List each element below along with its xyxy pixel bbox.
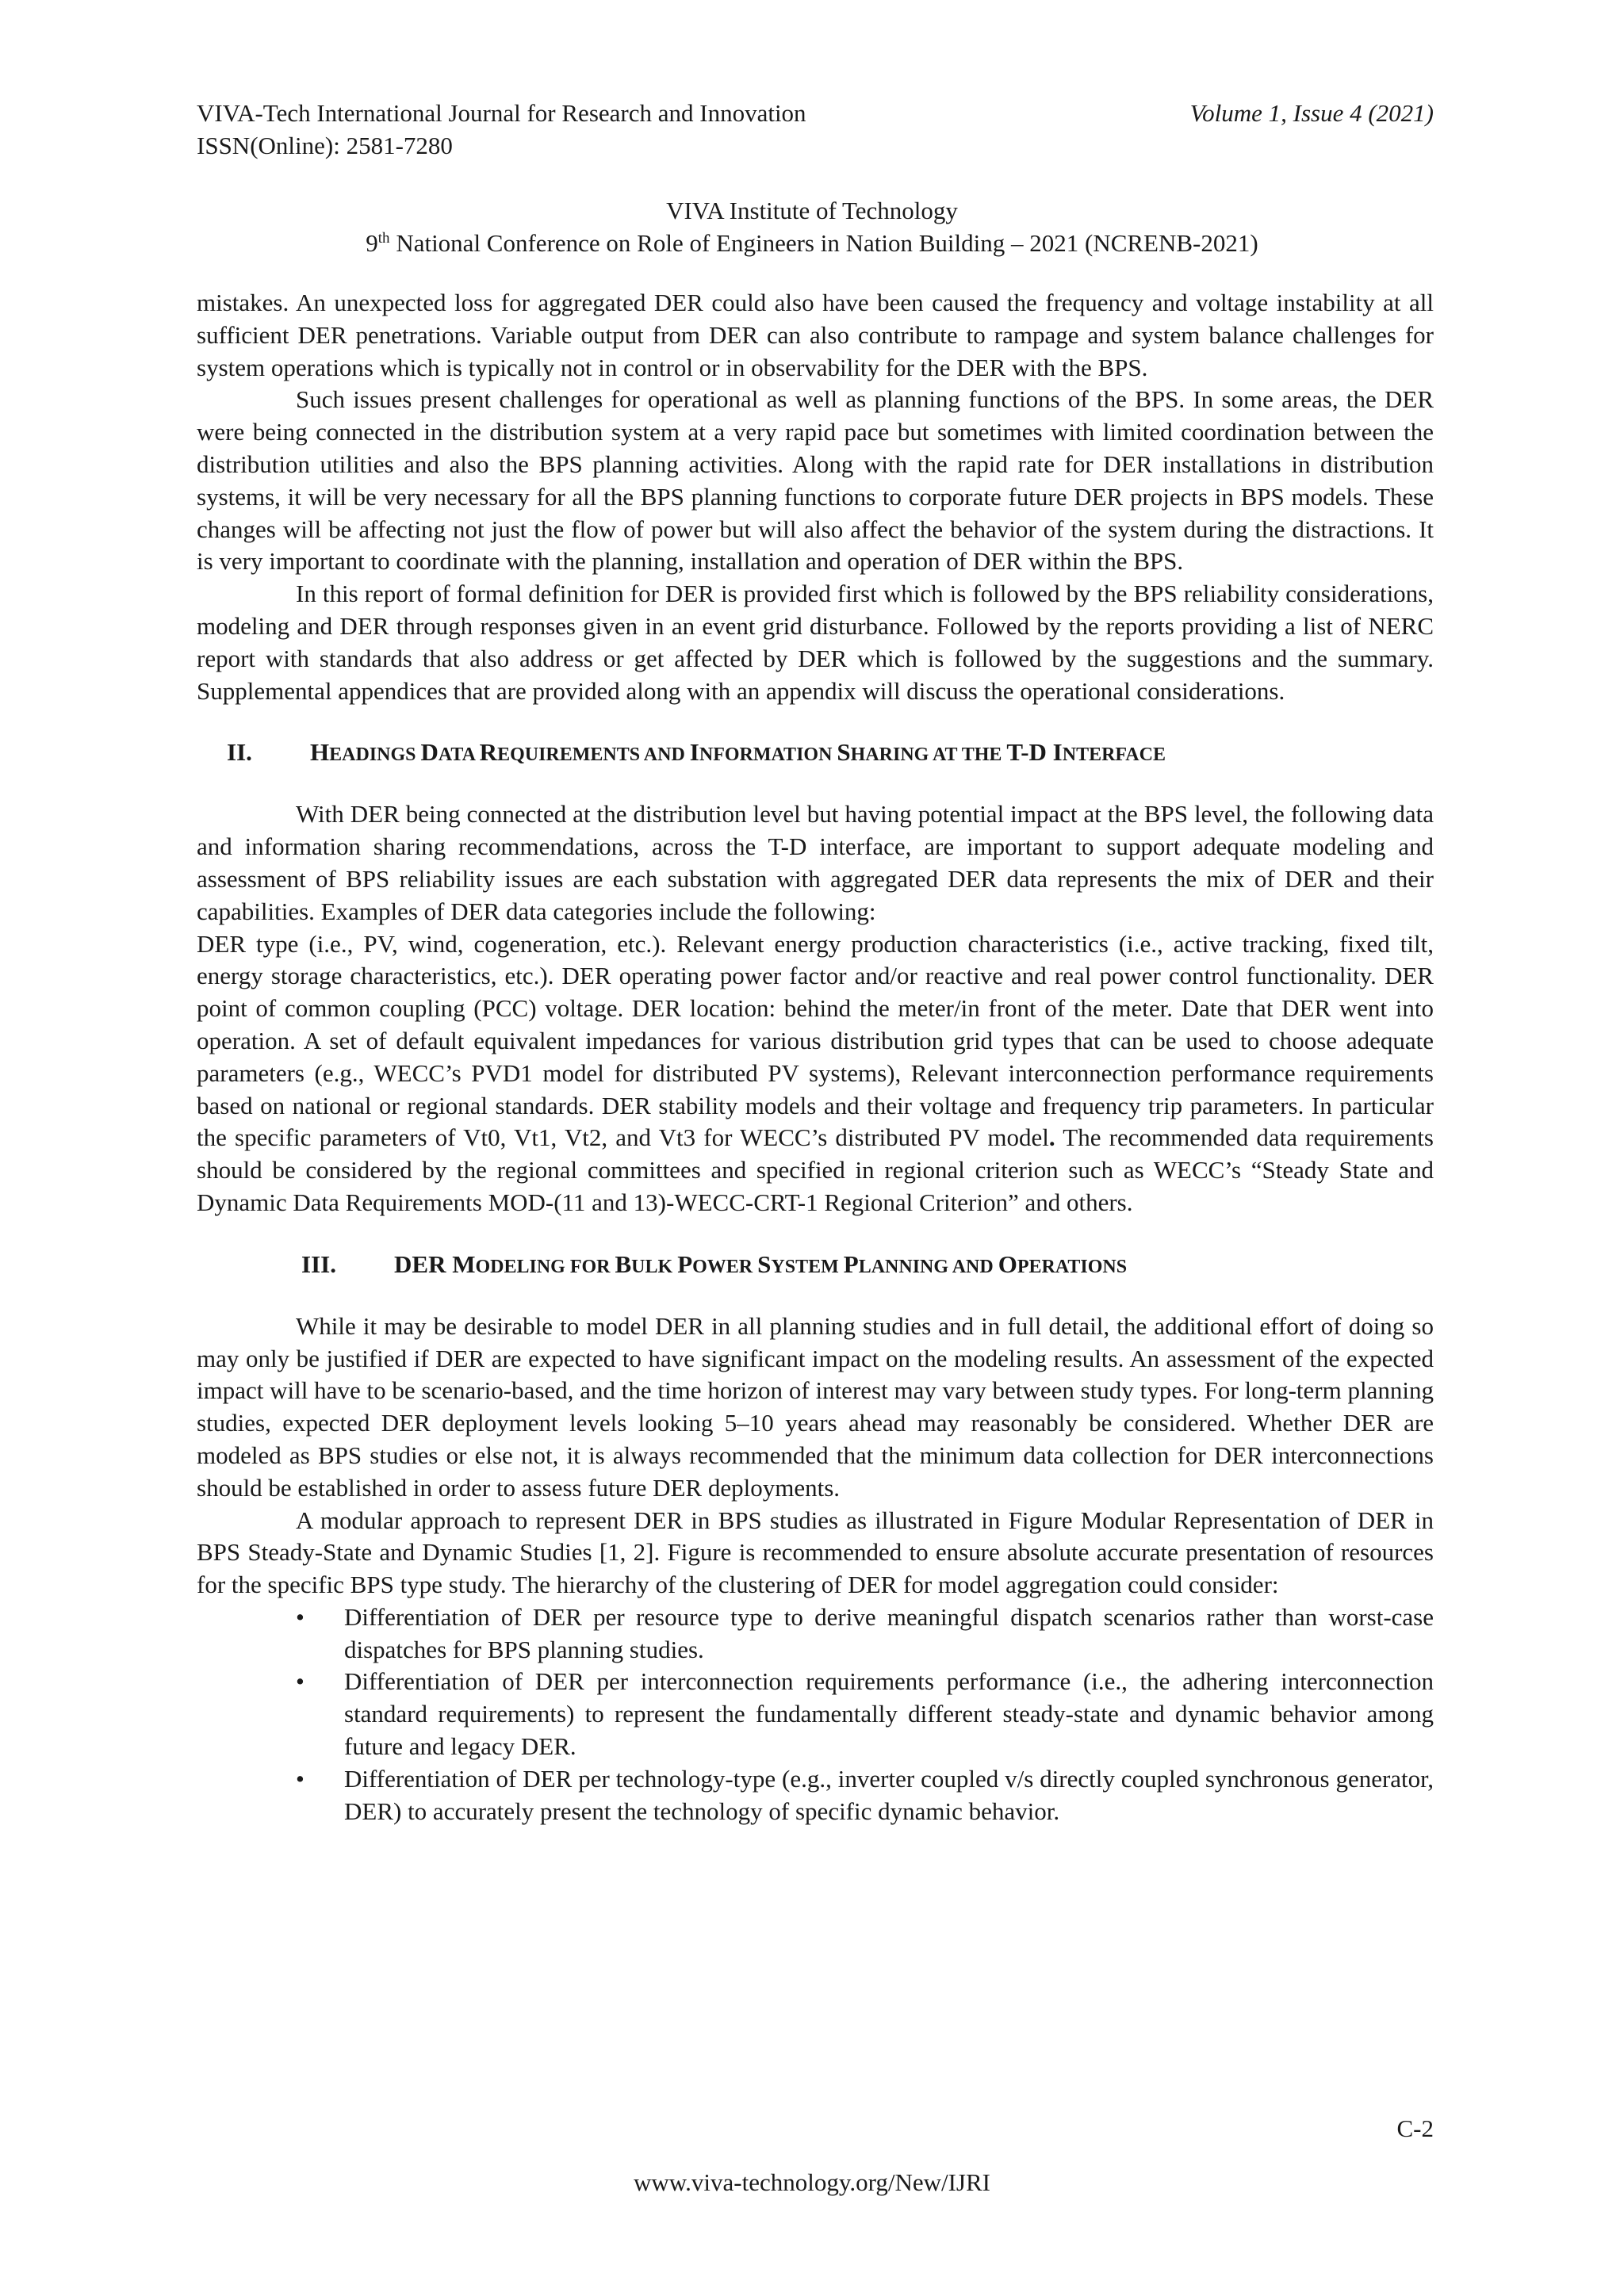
journal-name: VIVA-Tech International Journal for Research and Innovation (197, 99, 806, 127)
heading-cap: P (843, 1249, 859, 1278)
heading-small-caps: ULK (631, 1256, 678, 1277)
heading-cap: S (837, 738, 851, 767)
list-item (197, 1666, 1434, 1762)
section-2-paragraph-2-bold: . (1048, 1123, 1055, 1152)
page-number: C-2 (1396, 2114, 1434, 2142)
heading-small-caps: YSTEM (771, 1256, 844, 1277)
heading-small-caps: NTERFACE (1062, 744, 1166, 766)
conference-ordinal-suffix: th (377, 230, 390, 247)
heading-small-caps: EADINGS (329, 744, 421, 766)
section-3-heading (197, 1248, 1434, 1284)
heading-small-caps: PERATIONS (1017, 1256, 1128, 1277)
list-item-text: Differentiation of DER per technology-type (e.g., inverter coupled v/s directly coupled synchronous generator, DER) to accurately present the technology of specific dynamic behavior. (344, 1764, 1434, 1825)
section-3-title (394, 1248, 1127, 1284)
conference-name (0, 227, 1624, 259)
volume-issue: Volume 1, Issue 4 (2021) (1189, 99, 1434, 127)
heading-small-caps: LANNING AND (858, 1256, 998, 1277)
bullet-icon: • (296, 1764, 304, 1793)
conference-ordinal: 9 (366, 229, 378, 257)
heading-cap: T-D I (1006, 738, 1063, 767)
intro-paragraph-3: In this report of formal definition for DER is provided first which is followed by the BPS reliability considerations, modeling and DER through responses given in an event grid disturbance. Followed by the reports providing a list of NERC report with standards that also address or get affected by DER which is followed by the suggestions and the summary. Supplemental appendices that are provided along with an appendix will discuss the operational considerations. (197, 580, 1434, 705)
intro-paragraph-1: mistakes. An unexpected loss for aggregated DER could also have been caused the frequency and voltage instability at all sufficient DER penetrations. Variable output from DER can also contribute to rampage and system balance challenges for system operations which is typically not in control or in observability for the DER with the BPS. (197, 289, 1434, 381)
running-header-left (197, 97, 806, 162)
heading-small-caps: NFORMATION (699, 744, 837, 766)
footer-url: www.viva-technology.org/New/IJRI (634, 2168, 990, 2196)
heading-cap: O (998, 1249, 1017, 1278)
heading-small-caps: HARING AT THE (850, 744, 1007, 766)
section-2-paragraph-2-main: DER type (i.e., PV, wind, cogeneration, etc.). Relevant energy production characteristics (i.e., active tracking, fixed tilt, energy storage characteristics, etc.). DER operating power factor and/or reactive and real power control functionality. DER point of common coupling (PCC) voltage. DER location: behind the meter/in front of the meter. Date that DER went into operation. A set of default equivalent impedances for various distribution grid types that can be used to choose adequate parameters (e.g., WECC’s PVD1 model for distributed PV systems), Relevant interconnection performance requirements based on national or regional standards. DER stability models and their voltage and frequency trip parameters. In particular the specific parameters of Vt0, Vt1, Vt2, and Vt3 for WECC’s distributed PV model (197, 929, 1434, 1152)
list-item (197, 1601, 1434, 1667)
list-item-text: Differentiation of DER per resource type to derive meaningful dispatch scenarios rather than worst-case dispatches for BPS planning studies. (344, 1602, 1434, 1663)
conference-header (0, 194, 1624, 259)
heading-cap: I (689, 738, 699, 767)
conference-title: National Conference on Role of Engineers in Nation Building – 2021 (NCRENB-2021) (389, 229, 1258, 257)
section-2-title (310, 736, 1166, 771)
intro-paragraph-2: Such issues present challenges for operational as well as planning functions of the BPS. In some areas, the DER were being connected in the distribution system at a very rapid pace but sometimes with limited coordination between the distribution utilities and also the BPS planning activities. Along with the rapid rate for DER installations in distribution systems, it will be very necessary for all the BPS planning functions to corporate future DER projects in BPS models. These changes will be affecting not just the flow of power but will also affect the behavior of the system during the distractions. It is very important to coordinate with the planning, installation and operation of DER within the BPS. (197, 385, 1434, 576)
section-3-paragraph-1: While it may be desirable to model DER in all planning studies and in full detail, the additional effort of doing so may only be justified if DER are expected to have significant impact on the modeling results. An assessment of the expected impact will have to be scenario-based, and the time horizon of interest may vary between study types. For long-term planning studies, expected DER deployment levels looking 5–10 years ahead may reasonably be considered. Whether DER are modeled as BPS studies or else not, it is always recommended that the minimum data collection for DER interconnections should be established in order to assess future DER deployments. (197, 1311, 1434, 1502)
section-2-paragraph-2 (197, 928, 1434, 1219)
heading-small-caps: ODELING FOR (475, 1256, 615, 1277)
list-item (197, 1763, 1434, 1828)
heading-cap: B (615, 1249, 632, 1278)
heading-cap: S (757, 1249, 772, 1278)
bullet-icon: • (296, 1667, 304, 1696)
bullet-icon: • (296, 1602, 304, 1631)
heading-cap: P (677, 1249, 693, 1278)
page-body (197, 287, 1434, 1827)
heading-small-caps: EQUIREMENTS AND (497, 744, 690, 766)
heading-cap: H (310, 738, 330, 767)
heading-cap: R (479, 738, 498, 767)
institute-name: VIVA Institute of Technology (666, 197, 958, 224)
list-item-text: Differentiation of DER per interconnection requirements performance (i.e., the adhering interconnection standard requirements) to represent the fundamentally different steady-state and dynamic behavior among future and legacy DER. (344, 1667, 1434, 1761)
section-2-number: II. (227, 738, 252, 767)
issn: ISSN(Online): 2581-7280 (197, 132, 453, 159)
section-3-paragraph-2: A modular approach to represent DER in BPS studies as illustrated in Figure Modular Representation of DER in BPS Steady-State and Dynamic Studies [1, 2]. Figure is recommended to ensure absolute accurate presentation of resources for the specific BPS type study. The hierarchy of the clustering of DER for model aggregation could consider: (197, 1506, 1434, 1599)
heading-small-caps: OWER (692, 1256, 758, 1277)
section-2-heading (197, 736, 1434, 771)
section-2-paragraph-1: With DER being connected at the distribution level but having potential impact at the BPS level, the following data and information sharing recommendations, across the T-D interface, are important to support adequate modeling and assessment of BPS reliability issues are each substation with aggregated DER data represents the mix of DER and their capabilities. Examples of DER data categories include the following: (197, 800, 1434, 925)
section-3-number: III. (301, 1249, 336, 1278)
section-2-paragraph-2-tail: The recommended data requirements should be considered by the regional committees and specified in regional criterion such as WECC’s “Steady State and Dynamic Data Requirements MOD-(11 and 13)-WECC-CRT-1 Regional Criterion” and others. (197, 1123, 1434, 1216)
heading-cap: DER M (394, 1249, 476, 1278)
aggregation-list (197, 1601, 1434, 1828)
heading-small-caps: ATA (438, 744, 480, 766)
heading-cap: D (420, 738, 439, 767)
